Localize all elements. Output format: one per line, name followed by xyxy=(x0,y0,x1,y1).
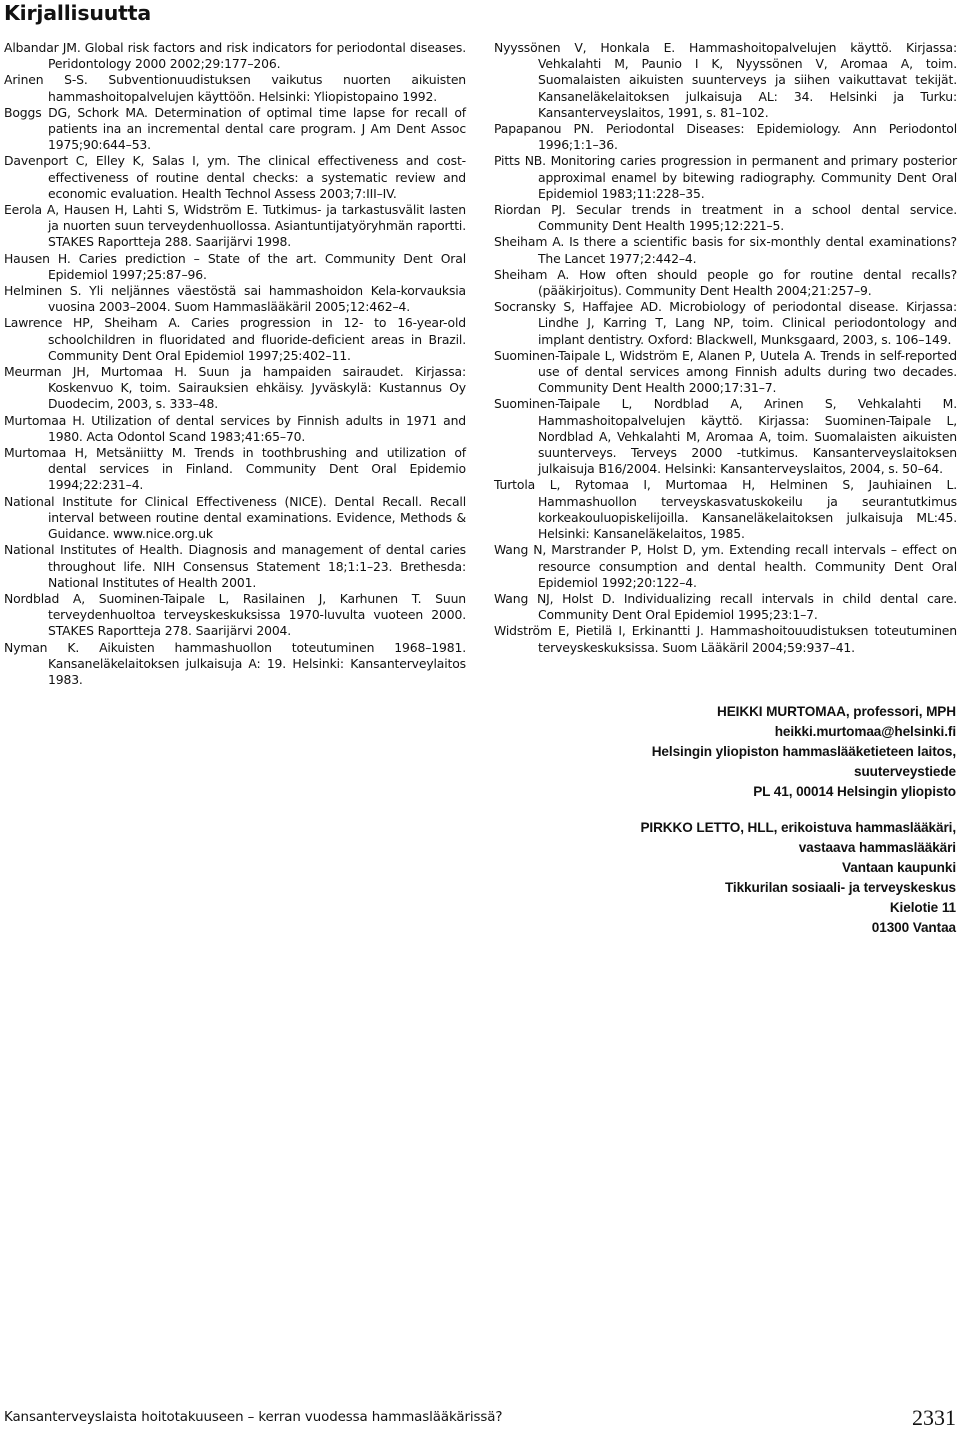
author-email: heikki.murtomaa@helsinki.fi xyxy=(774,723,956,739)
reference-item: Turtola L, Rytomaa I, Murtomaa H, Helminen S, Jauhiainen L. Hammashuollon terveyskasvatuskokeilu ja seurantutkimus korkeakouluopiskelijoilla. Kansaneläkelaitoksen julkaisuja ML:45. Helsinki: Kansaneläkelaitos, 1985. xyxy=(494,477,957,542)
reference-item: Murtomaa H. Utilization of dental services by Finnish adults in 1971 and 1980. Acta Odontol Scand 1983;41:65–70. xyxy=(4,412,466,444)
reference-item: Eerola A, Hausen H, Lahti S, Widström E. Tutkimus- ja tarkastusvälit lasten ja nuorten suun terveydenhuollossa. Asiantuntijatyöryhmän raportti. STAKES Raportteja 288. Saarijärvi 1998. xyxy=(4,202,466,250)
author-block-letto xyxy=(516,818,956,937)
reference-item: Hausen H. Caries prediction – State of the art. Community Dent Oral Epidemiol 1997;25:87–96. xyxy=(4,250,466,282)
reference-item: Murtomaa H, Metsäniitty M. Trends in toothbrushing and utilization of dental services in Finland. Community Dent Oral Epidemio 1994;22:231–4. xyxy=(4,445,466,493)
running-footer-title: Kansanterveyslaista hoitotakuuseen – kerran vuodessa hammaslääkärissä? xyxy=(4,1410,503,1425)
reference-item: Riordan PJ. Secular trends in treatment in a school dental service. Community Dent Health 1995;12:221–5. xyxy=(494,202,957,234)
reference-item: Wang N, Marstrander P, Holst D, ym. Extending recall intervals – effect on resource consumption and dental health. Community Dent Oral Epidemiol 1992;20:122–4. xyxy=(494,542,957,590)
reference-item: Nyyssönen V, Honkala E. Hammashoitopalvelujen käyttö. Kirjassa: Vehkalahti M, Paunio I K, Nyyssönen V, Aromaa A, toim. Suomalaisten aikuisten suunterveys ja siihen vaikuttavat tekijät. Kansaneläkelaitoksen julkaisuja AL: 34. Helsinki ja Turku: Kansanterveyslaitos, 1991, s. 81–102. xyxy=(494,40,957,120)
author-name-line: PIRKKO LETTO, HLL, erikoistuva hammaslääkäri, xyxy=(640,820,956,835)
reference-item: National Institutes of Health. Diagnosis and management of dental caries throughout life. NIH Consensus Statement 18;1:1–23. Brethesda: National Institutes of Health 2001. xyxy=(4,542,466,590)
reference-item: Davenport C, Elley K, Salas I, ym. The clinical effectiveness and cost-effectiveness of routine dental checks: a systematic review and economic evaluation. Health Technol Assess 2003;7:III–IV. xyxy=(4,153,466,201)
reference-item: Pitts NB. Monitoring caries progression in permanent and primary posterior approximal enamel by bitewing radiography. Community Dent Oral Epidemiol 1983;11:228–35. xyxy=(494,153,957,201)
reference-item: Nordblad A, Suominen-Taipale L, Rasilainen J, Karhunen T. Suun terveydenhuoltoa terveyskeskuksissa 1970-luvulta vuoteen 2000. STAKES Raportteja 278. Saarijärvi 2004. xyxy=(4,590,466,639)
author-name-line: HEIKKI MURTOMAA, professori, MPH xyxy=(717,704,956,719)
reference-item: Suominen-Taipale L, Widström E, Alanen P, Uutela A. Trends in self-reported use of dental services among Finnish adults during two decades. Community Dent Health 2000;17:31–7. xyxy=(494,347,957,396)
author-affiliation-line: Tikkurilan sosiaali- ja terveyskeskus xyxy=(724,879,956,895)
reference-item: Wang NJ, Holst D. Individualizing recall intervals in child dental care. Community Dent Oral Epidemiol 1995;23:1–7. xyxy=(494,590,957,623)
reference-item: National Institute for Clinical Effectiveness (NICE). Dental Recall. Recall interval between routine dental examinations. Evidence, Methods & Guidance. www.nice.org.uk xyxy=(4,493,466,542)
author-affiliation-line: Helsingin yliopiston hammaslääketieteen laitos, xyxy=(651,743,956,759)
reference-item: Sheiham A. How often should people go for routine dental recalls? (pääkirjoitus). Community Dent Health 2004;21:257–9. xyxy=(494,266,957,299)
reference-item: Lawrence HP, Sheiham A. Caries progression in 12- to 16-year-old schoolchildren in fluoridated and fluoride-deficient areas in Brazil. Community Dent Oral Epidemiol 1997;25:402–11. xyxy=(4,315,466,363)
author-title-line: vastaava hammaslääkäri xyxy=(798,839,956,855)
author-affiliation-line: suuterveystiede xyxy=(853,763,956,779)
reference-item: Socransky S, Haffajee AD. Microbiology of periodontal disease. Kirjassa: Lindhe J, Karring T, Lang NP, toim. Clinical periodontology and implant dentistry. Oxford: Blackwell, Munksgaard, 2003, s. 106–149. xyxy=(494,299,957,347)
reference-item: Nyman K. Aikuisten hammashuollon toteutuminen 1968–1981. Kansaneläkelaitoksen julkaisuja A: 19. Helsinki: Kansanterveylaitos 1983. xyxy=(4,639,466,687)
author-affiliation-line: Vantaan kaupunki xyxy=(842,859,956,875)
reference-item: Suominen-Taipale L, Nordblad A, Arinen S, Vehkalahti M. Hammashoitopalvelujen käyttö. Kirjassa: Suominen-Taipale L, Nordblad A, Vehkalahti M, Aromaa A, toim. Suomalaisten aikuisten suunterveys. Terveys 2000 -tutkimus. Kansanterveyslaitoksen julkaisuja B16/2004. Helsinki: Kansanterveyslaitos, 2004, s. 50–64. xyxy=(494,396,957,477)
author-address-line: 01300 Vantaa xyxy=(871,919,956,935)
author-block-murtomaa xyxy=(516,702,956,802)
page-number: 2331 xyxy=(912,1405,956,1430)
reference-item: Boggs DG, Schork MA. Determination of optimal time lapse for recall of patients ina an incremental dental care program. J Am Dent Assoc 1975;90:644–53. xyxy=(4,104,466,153)
reference-item: Sheiham A. Is there a scientific basis for six-monthly dental examinations? The Lancet 1977;2:442–4. xyxy=(494,234,957,266)
reference-item: Albandar JM. Global risk factors and risk indicators for periodontal diseases. Peridontology 2000 2002;29:177–206. xyxy=(4,40,466,72)
reference-item: Widström E, Pietilä I, Erkinantti J. Hammashoitouudistuksen toteutuminen terveyskeskuksissa. Suom Lääkäril 2004;59:937–41. xyxy=(494,623,957,655)
reference-item: Papapanou PN. Periodontal Diseases: Epidemiology. Ann Periodontol 1996;1:1–36. xyxy=(494,121,957,153)
reference-item: Arinen S-S. Subventionuudistuksen vaikutus nuorten aikuisten hammashoitopalvelujen käyttöön. Helsinki: Yliopistopaino 1992. xyxy=(4,72,466,104)
reference-item: Helminen S. Yli neljännes väestöstä sai hammashoidon Kela-korvauksia vuosina 2003–2004. Suom Hammaslääkäril 2005;12:462–4. xyxy=(4,283,466,315)
author-address-line: PL 41, 00014 Helsingin yliopisto xyxy=(753,783,956,799)
author-address-line: Kielotie 11 xyxy=(889,899,956,915)
reference-item: Meurman JH, Murtomaa H. Suun ja hampaiden sairaudet. Kirjassa: Koskenvuo K, toim. Sairauksien ehkäisy. Jyväskylä: Kustannus Oy Duodecim, 2003, s. 333–48. xyxy=(4,364,466,412)
section-heading: Kirjallisuutta xyxy=(4,1,151,25)
references-left-column xyxy=(4,40,466,688)
references-right-column xyxy=(494,40,957,656)
